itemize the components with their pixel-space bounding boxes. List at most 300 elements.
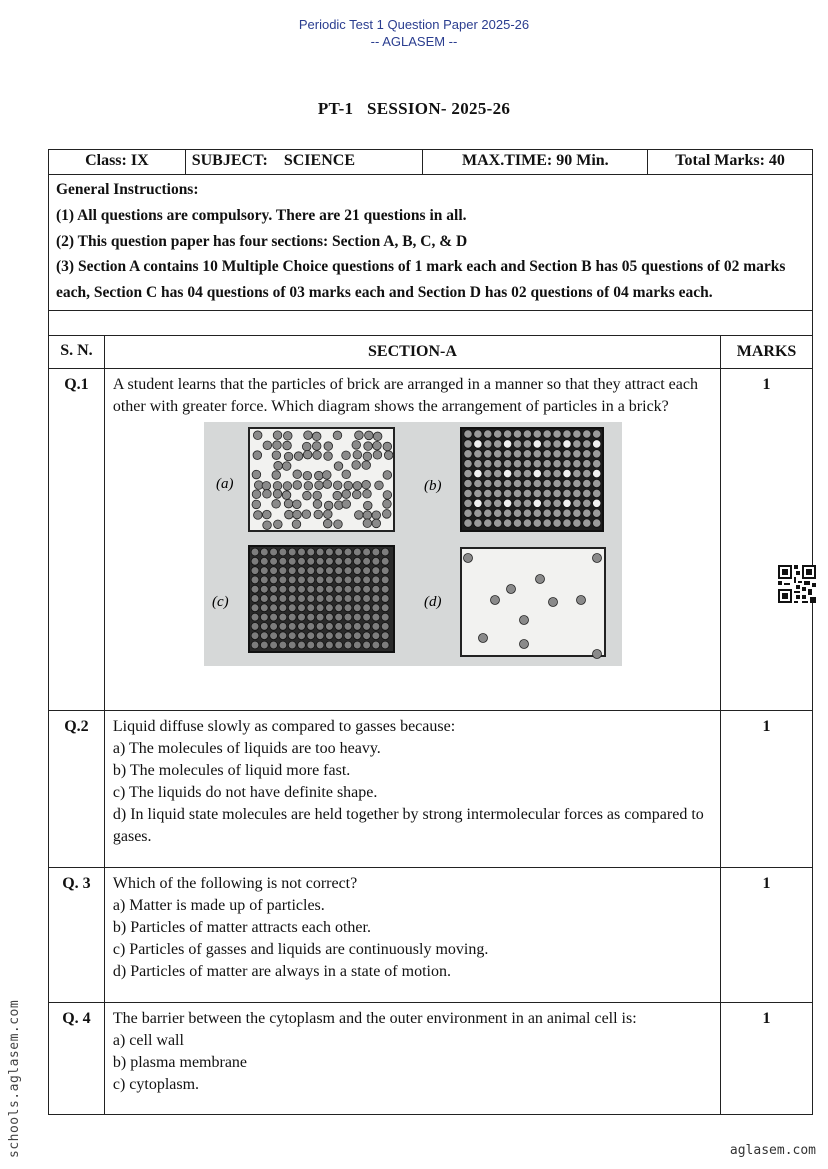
particle [513, 450, 521, 458]
option: b) plasma membrane [112, 1053, 248, 1071]
particle [464, 479, 472, 487]
particle [364, 431, 373, 440]
section-title: SECTION-A [104, 335, 720, 368]
particle [533, 440, 541, 448]
particle [513, 489, 521, 497]
particle [493, 519, 501, 527]
particle [363, 613, 371, 621]
particle [279, 548, 287, 556]
particle [381, 613, 389, 621]
particle [316, 576, 324, 584]
particle [325, 613, 333, 621]
question-marks: 1 [721, 368, 813, 710]
particle [251, 585, 259, 593]
particle [316, 622, 324, 630]
particle [503, 489, 511, 497]
particle [573, 459, 581, 467]
particle [582, 489, 590, 497]
particle [260, 548, 268, 556]
particle [573, 499, 581, 507]
particle [493, 469, 501, 477]
particle [324, 442, 333, 451]
particle [307, 641, 315, 649]
particle [352, 490, 361, 499]
particle [273, 441, 282, 450]
particle [464, 430, 472, 438]
particle [353, 557, 361, 565]
particle [260, 622, 268, 630]
particle [353, 595, 361, 603]
particle [592, 499, 600, 507]
particle [381, 576, 389, 584]
particle [381, 557, 389, 565]
particle [353, 585, 361, 593]
particle [582, 479, 590, 487]
particle [324, 501, 333, 510]
particle [307, 585, 315, 593]
particle [270, 576, 278, 584]
particle [543, 479, 551, 487]
particle [523, 499, 531, 507]
option: a) cell wall [112, 1031, 184, 1049]
particle [493, 450, 501, 458]
particle [251, 622, 259, 630]
particle [297, 557, 305, 565]
particle [353, 613, 361, 621]
particle [279, 567, 287, 575]
particle [474, 459, 482, 467]
particle [563, 430, 571, 438]
particle [333, 431, 342, 440]
particle [279, 557, 287, 565]
particle [297, 567, 305, 575]
particle [582, 459, 590, 467]
question-row [49, 710, 813, 867]
particle [363, 622, 371, 630]
particle [493, 479, 501, 487]
particle [297, 604, 305, 612]
particle [464, 509, 472, 517]
particle [270, 622, 278, 630]
particle [513, 509, 521, 517]
particle [353, 576, 361, 584]
particle [533, 450, 541, 458]
particle [352, 461, 361, 470]
particle [270, 567, 278, 575]
particle [251, 604, 259, 612]
question-body [104, 1002, 720, 1114]
particle [251, 548, 259, 556]
particle [292, 500, 301, 509]
section-header-row [49, 335, 813, 368]
particle [372, 622, 380, 630]
particle [297, 613, 305, 621]
particle [284, 499, 293, 508]
particle [342, 470, 351, 479]
particle [464, 450, 472, 458]
particle [272, 471, 281, 480]
particle [335, 604, 343, 612]
particle [322, 471, 331, 480]
particle [563, 479, 571, 487]
particle [372, 576, 380, 584]
particle [325, 576, 333, 584]
question-marks: 1 [721, 867, 813, 1002]
particle [474, 499, 482, 507]
question-number: Q. 3 [49, 867, 105, 1002]
particle [563, 489, 571, 497]
particle [354, 431, 363, 440]
particle [297, 622, 305, 630]
particle [373, 432, 382, 441]
marks-header: MARKS [721, 335, 813, 368]
particle [323, 519, 332, 528]
particle [383, 442, 392, 451]
particle [533, 479, 541, 487]
particle [503, 499, 511, 507]
particle [335, 576, 343, 584]
particle [381, 604, 389, 612]
question-marks: 1 [721, 710, 813, 867]
particle [543, 469, 551, 477]
particle [307, 548, 315, 556]
particle [533, 499, 541, 507]
max-time-cell: MAX.TIME: 90 Min. [423, 150, 648, 175]
particle [307, 604, 315, 612]
particle [288, 632, 296, 640]
option: b) The molecules of liquid more fast. [112, 761, 351, 779]
figure-label-c: (c) [211, 593, 229, 610]
particle [325, 557, 333, 565]
particle [325, 548, 333, 556]
particle [304, 431, 313, 440]
particle [483, 430, 491, 438]
particle [335, 622, 343, 630]
particle [279, 576, 287, 584]
particle [372, 557, 380, 565]
particle [302, 491, 311, 500]
particle [262, 510, 271, 519]
particle [363, 490, 372, 499]
particle [307, 567, 315, 575]
particle [363, 501, 372, 510]
particle [553, 519, 561, 527]
particle [316, 595, 324, 603]
particle [592, 649, 601, 658]
particle [288, 567, 296, 575]
particle [513, 459, 521, 467]
particle [383, 491, 392, 500]
particle [381, 567, 389, 575]
particle [463, 553, 472, 562]
particle [543, 489, 551, 497]
particle [279, 595, 287, 603]
particle [543, 509, 551, 517]
particle [344, 632, 352, 640]
option: c) The liquids do not have definite shape. [112, 783, 378, 801]
particle [342, 451, 351, 460]
particle [464, 489, 472, 497]
particle [363, 585, 371, 593]
particle [553, 509, 561, 517]
question-number: Q. 4 [49, 1002, 105, 1114]
particle [335, 632, 343, 640]
particle [503, 469, 511, 477]
particle [325, 641, 333, 649]
particle [297, 595, 305, 603]
particle [533, 469, 541, 477]
particle [523, 509, 531, 517]
particle [303, 471, 312, 480]
particle [288, 622, 296, 630]
particle [353, 641, 361, 649]
particle [363, 567, 371, 575]
question-text: Which of the following is not correct? [112, 874, 358, 892]
particle [279, 613, 287, 621]
particle [293, 470, 302, 479]
particle [333, 491, 342, 500]
particle [582, 509, 590, 517]
particle [353, 632, 361, 640]
particle-arrangement-figure [204, 422, 622, 666]
particle [283, 432, 292, 441]
instruction-item: (2) This question paper has four sections: Section A, B, C, & D [56, 232, 468, 250]
particle [344, 567, 352, 575]
particle [260, 604, 268, 612]
particle [270, 604, 278, 612]
particle [372, 511, 381, 520]
particle [553, 469, 561, 477]
particle [273, 431, 282, 440]
particle [592, 519, 600, 527]
particle [543, 450, 551, 458]
particle [316, 567, 324, 575]
particle [325, 567, 333, 575]
particle [474, 519, 482, 527]
particle [279, 632, 287, 640]
particle [272, 500, 281, 509]
particle [363, 632, 371, 640]
particle [260, 585, 268, 593]
particle [283, 482, 292, 491]
particle [363, 595, 371, 603]
particle [292, 520, 301, 529]
particle [493, 430, 501, 438]
particle [483, 499, 491, 507]
particle [563, 519, 571, 527]
particle [533, 430, 541, 438]
particle [344, 595, 352, 603]
particle [344, 622, 352, 630]
particle [503, 509, 511, 517]
particle [513, 479, 521, 487]
particle [253, 511, 262, 520]
particle [251, 613, 259, 621]
particle [573, 509, 581, 517]
particle [335, 548, 343, 556]
particle [548, 597, 557, 606]
particle [523, 479, 531, 487]
spacer-row [49, 310, 813, 335]
particle [563, 440, 571, 448]
particle [263, 441, 272, 450]
particle [274, 461, 283, 470]
particle [302, 510, 311, 519]
particle [563, 509, 571, 517]
particle [362, 480, 371, 489]
particle [573, 450, 581, 458]
instructions-heading: General Instructions: [56, 181, 199, 198]
particle [582, 440, 590, 448]
particle [302, 442, 311, 451]
particle [372, 641, 380, 649]
particle [363, 641, 371, 649]
particle [553, 440, 561, 448]
particle [490, 595, 499, 604]
particle [279, 622, 287, 630]
particle [335, 595, 343, 603]
particle [283, 441, 292, 450]
particle [523, 450, 531, 458]
particle [260, 641, 268, 649]
particle [573, 469, 581, 477]
particle [483, 509, 491, 517]
particle [293, 481, 302, 490]
particle [307, 613, 315, 621]
particle [523, 459, 531, 467]
particle [474, 489, 482, 497]
particle [325, 595, 333, 603]
particle [313, 500, 322, 509]
particle [293, 510, 302, 519]
particle [314, 510, 323, 519]
particle [342, 500, 351, 509]
particle [307, 622, 315, 630]
question-number: Q.1 [49, 368, 105, 710]
particle [592, 479, 600, 487]
particle [324, 452, 333, 461]
particle [251, 576, 259, 584]
particle [592, 489, 600, 497]
particle [573, 430, 581, 438]
particle [582, 499, 590, 507]
particle [284, 452, 293, 461]
particle [335, 613, 343, 621]
particle [260, 576, 268, 584]
particle [303, 450, 312, 459]
sn-header: S. N. [49, 335, 105, 368]
particle [519, 639, 528, 648]
particle [344, 641, 352, 649]
particle [573, 489, 581, 497]
particle [288, 595, 296, 603]
particle [372, 585, 380, 593]
particle [297, 641, 305, 649]
particle [315, 481, 324, 490]
particle [483, 440, 491, 448]
particle [288, 604, 296, 612]
particle [582, 519, 590, 527]
particle [273, 490, 282, 499]
particle [483, 479, 491, 487]
particle [381, 585, 389, 593]
particle [513, 469, 521, 477]
particle [284, 510, 293, 519]
particle [273, 520, 282, 529]
particle [592, 440, 600, 448]
particle [288, 548, 296, 556]
particle [513, 499, 521, 507]
question-number: Q.2 [49, 710, 105, 867]
particle [304, 482, 313, 491]
particle [474, 509, 482, 517]
particle [270, 585, 278, 593]
question-body [104, 867, 720, 1002]
particle [464, 440, 472, 448]
particle [270, 557, 278, 565]
particle [372, 613, 380, 621]
particle [582, 430, 590, 438]
figure-label-d: (d) [423, 593, 442, 610]
particle [553, 450, 561, 458]
particle [372, 567, 380, 575]
particle [325, 604, 333, 612]
particle [523, 469, 531, 477]
qr-code-icon [778, 565, 816, 603]
class-cell: Class: IX [49, 150, 186, 175]
particle [533, 509, 541, 517]
general-instructions [49, 175, 813, 311]
particle [533, 459, 541, 467]
particle [353, 604, 361, 612]
particle [381, 548, 389, 556]
particle [307, 576, 315, 584]
particle [381, 632, 389, 640]
particle [253, 431, 262, 440]
particle [372, 632, 380, 640]
particle [523, 489, 531, 497]
particle [464, 469, 472, 477]
particle [553, 499, 561, 507]
particle [363, 548, 371, 556]
option: a) The molecules of liquids are too heavy. [112, 739, 381, 757]
particle [519, 615, 528, 624]
question-row [49, 1002, 813, 1114]
particle [573, 519, 581, 527]
option: d) In liquid state molecules are held together by strong intermolecular forces as compared to gases. [112, 805, 704, 845]
question-row [49, 368, 813, 710]
paper-title: PT-1 SESSION- 2025-26 [317, 99, 511, 118]
particle [288, 576, 296, 584]
particle [316, 632, 324, 640]
particle [474, 450, 482, 458]
particle [333, 481, 342, 490]
particle [344, 548, 352, 556]
option: c) Particles of gasses and liquids are continuously moving. [112, 940, 489, 958]
particle [474, 430, 482, 438]
particle [478, 633, 487, 642]
instruction-item: (1) All questions are compulsory. There are 21 questions in all. [56, 206, 467, 224]
particle [464, 459, 472, 467]
particle [313, 451, 322, 460]
particle [335, 585, 343, 593]
particle [279, 641, 287, 649]
particle [313, 491, 322, 500]
particle [294, 452, 303, 461]
question-text: Liquid diffuse slowly as compared to gasses because: [112, 717, 456, 735]
particle [592, 553, 601, 562]
particle [474, 469, 482, 477]
